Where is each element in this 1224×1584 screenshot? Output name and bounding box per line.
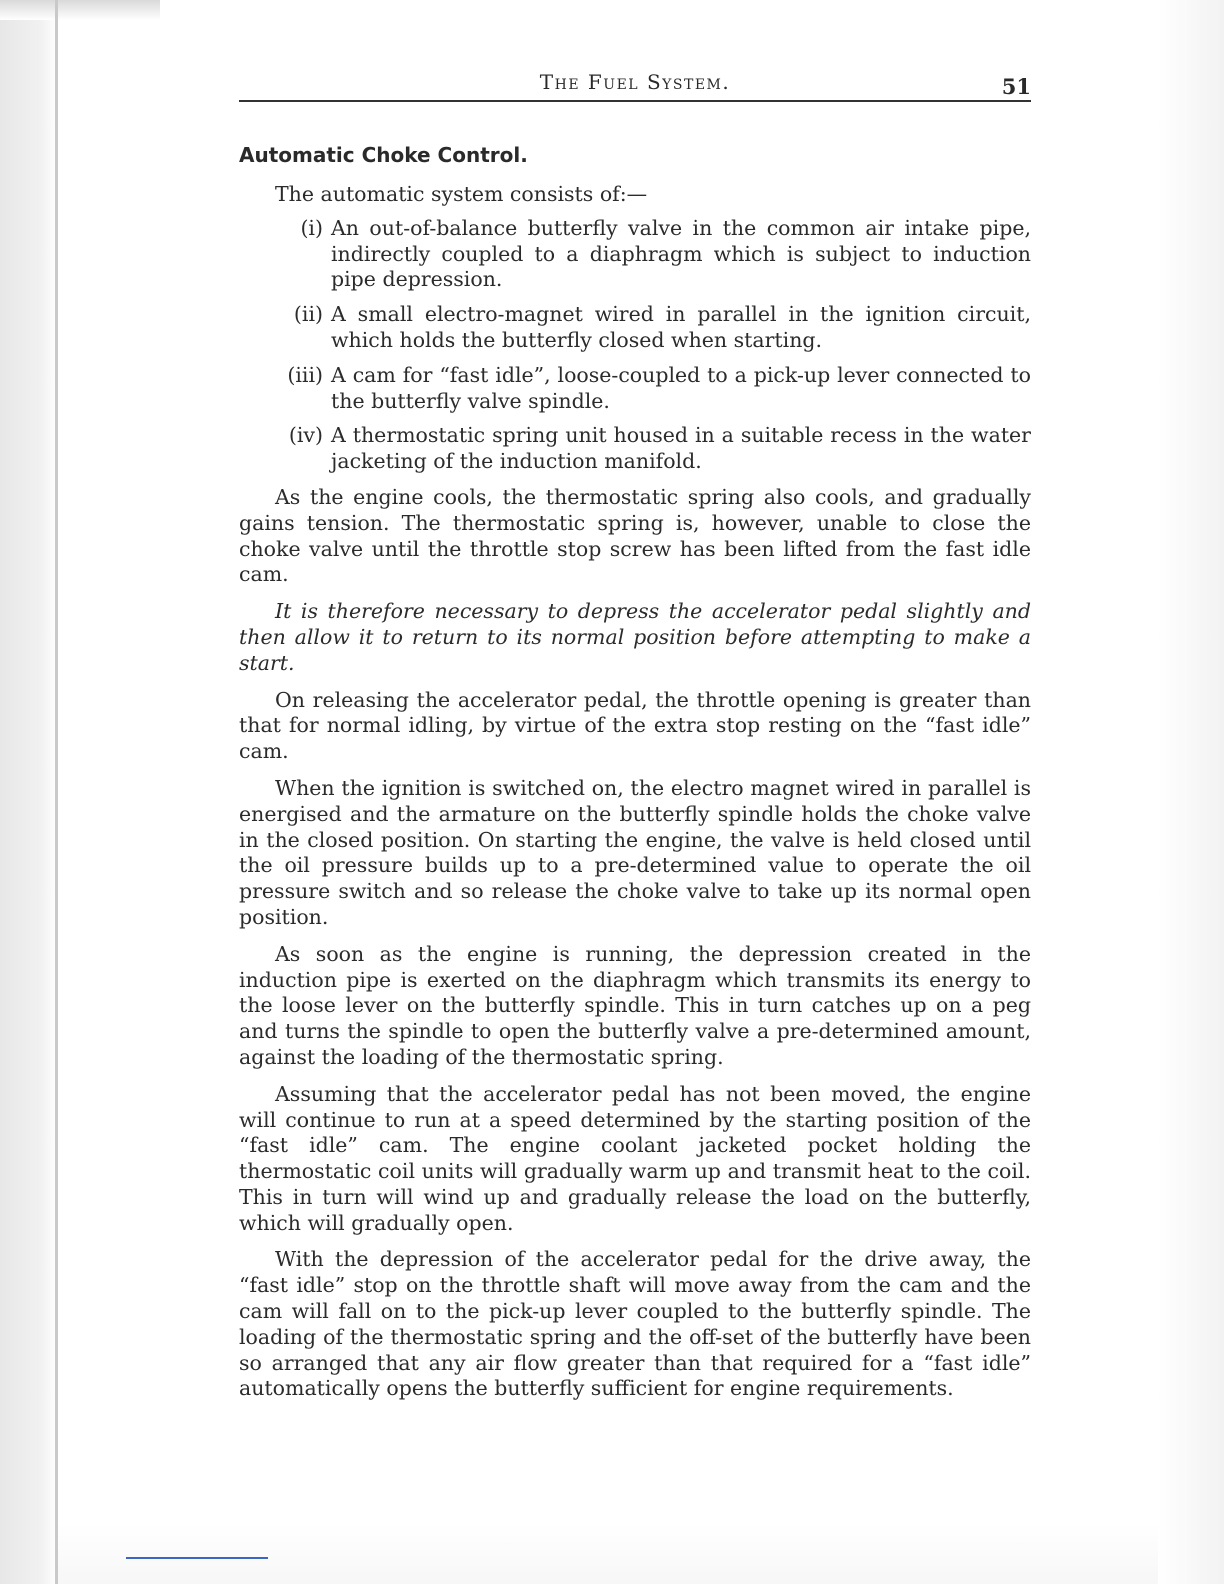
body-paragraph: Assuming that the accelerator pedal has not been moved, the engine will continue to run at a speed determined by the starting position of the “fast idle” cam. The engine coolant jacketed pocket holding the thermostatic coil units will gradually warm up and transmit heat to the coil. This in turn will wind up and gradually release the load on the butterfly, which will gradually open.: [239, 1081, 1031, 1235]
body-paragraph: As soon as the engine is running, the depression created in the induction pipe is exerted on the diaphragm which transmits its energy to the loose lever on the butterfly spindle. This in turn catches up on a peg and turns the spindle to open the butterfly valve a pre-determined amount, against the loading of the thermostatic spring.: [239, 941, 1031, 1069]
list-marker: (iv): [288, 423, 323, 448]
list-marker: (i): [300, 215, 323, 240]
component-list: [239, 216, 1031, 475]
scan-margin-right: [1158, 0, 1224, 1584]
body-paragraph: When the ignition is switched on, the electro magnet wired in parallel is energised and the armature on the butterfly spindle holds the choke valve in the closed position. On starting the engine, the valve is held closed until the oil pressure builds up to a pre-determined value to operate the oil pressure switch and so release the choke valve to take up its normal open position.: [239, 775, 1031, 929]
list-item: [239, 302, 1031, 354]
footer-rule: [126, 1557, 268, 1559]
list-item: [239, 216, 1031, 293]
scan-binding-edge: [55, 0, 58, 1584]
section-heading: Automatic Choke Control.: [239, 143, 528, 167]
scan-margin-left: [0, 0, 58, 1584]
list-item-text: An out-of-balance butterfly valve in the common air intake pipe, indirectly coupled to a diaphragm which is subject to induction pipe depression.: [331, 215, 1031, 292]
body-paragraph: With the depression of the accelerator pedal for the drive away, the “fast idle” stop on the throttle shaft will move away from the cam and the cam will fall on to the pick-up lever coupled to the butterfly spindle. The loading of the thermostatic spring and the off-set of the butterfly have been so arranged that any air flow greater than that required for a “fast idle” automatically opens the butterfly sufficient for engine requirements.: [239, 1247, 1031, 1401]
intro-paragraph: The automatic system consists of:—: [275, 182, 648, 206]
book-page: [239, 66, 1031, 1402]
list-marker: (iii): [287, 362, 323, 387]
list-item-text: A cam for “fast idle”, loose-coupled to a pick-up lever connected to the butterfly valve spindle.: [331, 362, 1031, 413]
scan-margin-top: [0, 0, 160, 20]
scan-footer-shadow: [58, 1524, 1158, 1584]
list-item: [239, 423, 1031, 475]
list-item-text: A small electro-magnet wired in parallel in the ignition circuit, which holds the butterfly closed when starting.: [331, 302, 1031, 352]
list-item-text: A thermostatic spring unit housed in a suitable recess in the water jacketing of the induction manifold.: [331, 423, 1031, 474]
page-number: 51: [1001, 74, 1031, 99]
running-title: The Fuel System.: [539, 70, 731, 94]
list-item: [239, 363, 1031, 415]
italic-instruction-paragraph: It is therefore necessary to depress the accelerator pedal slightly and then allow it to return to its normal position before attempting to make a start.: [239, 599, 1031, 675]
list-marker: (ii): [293, 302, 323, 327]
running-head: [239, 66, 1031, 102]
body-paragraph: As the engine cools, the thermostatic spring also cools, and gradually gains tension. The thermostatic spring is, however, unable to close the choke valve until the throttle stop screw has been lifted from the fast idle cam.: [239, 484, 1031, 587]
body-paragraph: On releasing the accelerator pedal, the throttle opening is greater than that for normal idling, by virtue of the extra stop resting on the “fast idle” cam.: [239, 687, 1031, 764]
